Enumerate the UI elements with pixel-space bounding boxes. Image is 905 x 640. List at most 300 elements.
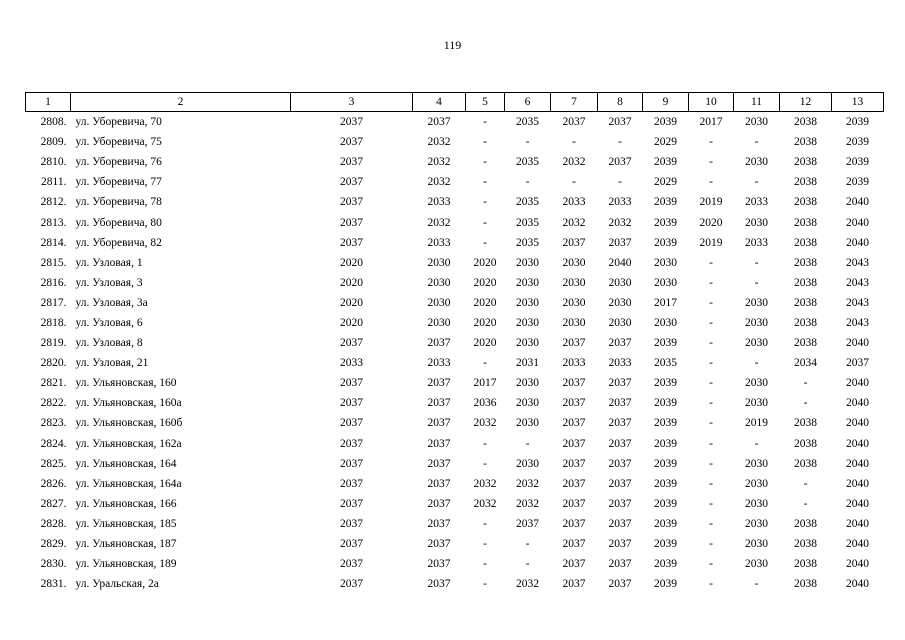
year-cell: 2039 [654, 216, 677, 229]
year-cell: 2037 [340, 216, 363, 229]
year-cell: 2020 [473, 337, 497, 350]
year-cell: - [709, 156, 713, 169]
year-cell: - [803, 477, 808, 490]
table-row [26, 293, 884, 313]
row-number: 2821. [40, 377, 67, 390]
year-cell: 2030 [745, 377, 768, 390]
year-cell: 2036 [473, 397, 497, 410]
year-cell: 2037 [427, 538, 451, 551]
row-number: 2817. [40, 296, 67, 309]
column-header-9: 9 [643, 93, 689, 112]
table-row [26, 393, 884, 413]
year-cell: 2030 [516, 397, 539, 410]
year-cell: 2019 [699, 236, 723, 249]
year-cell: - [618, 176, 622, 189]
year-cell: 2037 [562, 437, 586, 450]
year-cell: 2030 [516, 377, 539, 390]
year-cell: 2040 [846, 397, 869, 410]
address-cell: ул. Уборевича, 82 [75, 236, 162, 249]
year-cell: 2020 [473, 256, 497, 269]
year-cell: 2032 [473, 497, 497, 510]
table-row [26, 112, 884, 133]
year-cell: - [709, 337, 713, 350]
year-cell: 2030 [745, 397, 768, 410]
address-cell: ул. Уборевича, 75 [75, 136, 162, 149]
year-cell: 2035 [654, 357, 677, 370]
year-cell: 2038 [794, 337, 817, 350]
year-cell: - [483, 176, 487, 189]
year-cell: 2037 [340, 236, 363, 249]
year-cell: - [709, 558, 713, 571]
table-row [26, 212, 884, 232]
year-cell: 2039 [654, 417, 677, 430]
year-cell: 2017 [473, 377, 497, 390]
column-header-10: 10 [689, 93, 734, 112]
row-number: 2815. [40, 256, 67, 269]
year-cell: 2037 [427, 578, 451, 591]
year-cell: 2040 [846, 558, 869, 571]
table-row [26, 152, 884, 172]
year-cell: 2037 [340, 578, 363, 591]
year-cell: - [709, 296, 713, 309]
year-cell: 2040 [846, 236, 869, 249]
year-cell: 2040 [846, 477, 869, 490]
year-cell: 2040 [846, 457, 869, 470]
address-cell: ул. Ульяновская, 160б [75, 417, 183, 430]
year-cell: 2037 [340, 397, 363, 410]
year-cell: 2038 [794, 236, 817, 249]
year-cell: 2032 [608, 216, 632, 229]
year-cell: 2033 [427, 236, 451, 249]
year-cell: 2033 [427, 196, 451, 209]
row-number: 2820. [40, 357, 67, 370]
year-cell: 2032 [473, 477, 497, 490]
year-cell: 2030 [654, 276, 677, 289]
year-cell: 2030 [516, 417, 539, 430]
year-cell: - [803, 377, 808, 390]
year-cell: 2032 [427, 216, 451, 229]
year-cell: - [525, 437, 530, 450]
table-row [26, 172, 884, 192]
year-cell: - [754, 256, 759, 269]
year-cell: 2037 [427, 377, 451, 390]
row-number: 2810. [40, 156, 67, 169]
year-cell: 2038 [794, 136, 817, 149]
row-number: 2829. [40, 538, 67, 551]
column-header-4: 4 [413, 93, 466, 112]
year-cell: 2040 [846, 196, 869, 209]
year-cell: 2030 [516, 337, 539, 350]
table-row [26, 534, 884, 554]
year-cell: - [709, 538, 713, 551]
year-cell: - [525, 176, 530, 189]
year-cell: 2039 [654, 397, 677, 410]
year-cell: - [803, 497, 808, 510]
column-header-7: 7 [551, 93, 598, 112]
year-cell: 2039 [654, 437, 677, 450]
year-cell: 2038 [794, 156, 817, 169]
year-cell: 2037 [562, 578, 586, 591]
year-cell: 2030 [516, 276, 539, 289]
year-cell: 2037 [608, 377, 632, 390]
year-cell: 2035 [516, 236, 539, 249]
year-cell: 2040 [846, 377, 869, 390]
year-cell: 2037 [340, 538, 363, 551]
year-cell: 2037 [608, 497, 632, 510]
year-cell: 2033 [340, 357, 363, 370]
year-cell: - [483, 578, 487, 591]
address-cell: ул. Ульяновская, 189 [75, 558, 177, 571]
year-cell: - [483, 517, 487, 530]
year-cell: 2037 [516, 517, 539, 530]
year-cell: 2020 [340, 296, 363, 309]
year-cell: 2039 [846, 176, 869, 189]
year-cell: - [709, 437, 713, 450]
year-cell: 2030 [427, 276, 451, 289]
address-cell: ул. Уборевича, 70 [75, 116, 162, 129]
address-cell: ул. Узловая, 8 [75, 337, 143, 350]
row-number: 2827. [40, 497, 67, 510]
year-cell: 2037 [608, 558, 632, 571]
address-cell: ул. Уборевича, 76 [75, 156, 162, 169]
year-cell: - [709, 316, 713, 329]
year-cell: - [483, 236, 487, 249]
year-cell: 2037 [340, 517, 363, 530]
table-row [26, 233, 884, 253]
table-row [26, 474, 884, 494]
year-cell: 2037 [608, 397, 632, 410]
row-number: 2813. [40, 216, 67, 229]
year-cell: - [483, 538, 487, 551]
year-cell: - [709, 397, 713, 410]
address-cell: ул. Ульяновская, 162а [75, 437, 182, 450]
column-header-12: 12 [780, 93, 832, 112]
year-cell: 2040 [846, 538, 869, 551]
year-cell: - [572, 176, 576, 189]
year-cell: - [803, 397, 808, 410]
year-cell: 2020 [473, 296, 497, 309]
year-cell: 2032 [473, 417, 497, 430]
year-cell: - [709, 377, 713, 390]
row-number: 2818. [40, 316, 67, 329]
year-cell: 2037 [608, 337, 632, 350]
year-cell: 2020 [340, 256, 363, 269]
column-header-5: 5 [466, 93, 505, 112]
year-cell: - [483, 136, 487, 149]
year-cell: 2037 [608, 578, 632, 591]
year-cell: 2019 [699, 196, 723, 209]
year-cell: 2031 [516, 357, 539, 370]
year-cell: 2033 [608, 357, 632, 370]
row-number: 2814. [40, 236, 67, 249]
year-cell: 2037 [608, 517, 632, 530]
year-cell: 2037 [340, 136, 363, 149]
year-cell: - [709, 276, 713, 289]
year-cell: 2038 [794, 517, 817, 530]
year-cell: 2038 [794, 276, 817, 289]
column-header-1: 1 [26, 93, 71, 112]
year-cell: 2039 [846, 116, 869, 129]
table-body [26, 112, 884, 595]
year-cell: - [483, 116, 487, 129]
year-cell: 2039 [846, 136, 869, 149]
page-number: 119 [443, 38, 462, 52]
column-header-3: 3 [291, 93, 413, 112]
year-cell: 2039 [654, 538, 677, 551]
year-cell: 2032 [427, 136, 451, 149]
year-cell: 2030 [562, 296, 586, 309]
year-cell: 2037 [340, 497, 363, 510]
year-cell: - [709, 477, 713, 490]
year-cell: 2037 [340, 437, 363, 450]
column-header-2: 2 [71, 93, 291, 112]
year-cell: 2032 [516, 497, 539, 510]
year-cell: 2043 [846, 296, 869, 309]
year-cell: 2030 [745, 156, 768, 169]
year-cell: 2030 [562, 256, 586, 269]
year-cell: 2037 [608, 116, 632, 129]
year-cell: 2030 [745, 477, 768, 490]
row-number: 2809. [40, 136, 67, 149]
year-cell: 2033 [427, 357, 451, 370]
year-cell: 2030 [427, 296, 451, 309]
year-cell: 2038 [794, 457, 817, 470]
address-cell: ул. Ульяновская, 164 [75, 457, 177, 470]
year-cell: 2033 [608, 196, 632, 209]
year-cell: 2037 [562, 397, 586, 410]
year-cell: 2037 [427, 116, 451, 129]
address-cell: ул. Узловая, 21 [75, 357, 149, 370]
year-cell: 2037 [608, 156, 632, 169]
year-cell: 2037 [562, 377, 586, 390]
address-cell: ул. Ульяновская, 164а [75, 477, 182, 490]
year-cell: - [754, 276, 759, 289]
row-number: 2819. [40, 337, 67, 350]
address-cell: ул. Уборевича, 80 [75, 216, 162, 229]
year-cell: 2030 [516, 256, 539, 269]
year-cell: 2038 [794, 558, 817, 571]
year-cell: - [572, 136, 576, 149]
year-cell: 2040 [608, 256, 632, 269]
year-cell: 2030 [745, 497, 768, 510]
year-cell: 2030 [608, 316, 632, 329]
table-row [26, 434, 884, 454]
year-cell: 2039 [654, 196, 677, 209]
year-cell: 2033 [562, 357, 586, 370]
year-cell: 2030 [745, 337, 768, 350]
year-cell: 2030 [427, 256, 451, 269]
year-cell: - [754, 357, 759, 370]
year-cell: 2029 [654, 176, 677, 189]
year-cell: - [754, 176, 759, 189]
year-cell: 2030 [516, 296, 539, 309]
year-cell: 2030 [562, 316, 586, 329]
year-cell: 2038 [794, 216, 817, 229]
year-cell: 2037 [427, 477, 451, 490]
year-cell: 2037 [562, 477, 586, 490]
address-cell: ул. Узловая, 3 [75, 276, 143, 289]
table-row [26, 554, 884, 574]
year-cell: 2037 [562, 517, 586, 530]
year-cell: 2030 [654, 316, 677, 329]
year-cell: - [525, 558, 530, 571]
year-cell: 2039 [654, 156, 677, 169]
table-row [26, 353, 884, 373]
year-cell: 2037 [427, 457, 451, 470]
year-cell: 2033 [745, 196, 768, 209]
year-cell: 2030 [427, 316, 451, 329]
year-cell: 2037 [340, 156, 363, 169]
table-row [26, 574, 884, 594]
year-cell: - [709, 256, 713, 269]
year-cell: 2037 [427, 497, 451, 510]
year-cell: 2040 [846, 337, 869, 350]
table-row [26, 273, 884, 293]
year-cell: 2039 [654, 558, 677, 571]
year-cell: - [709, 357, 713, 370]
year-cell: 2039 [654, 377, 677, 390]
year-cell: 2038 [794, 538, 817, 551]
year-cell: 2017 [654, 296, 677, 309]
row-number: 2808. [40, 116, 67, 129]
year-cell: 2037 [340, 337, 363, 350]
address-cell: ул. Уборевича, 78 [75, 196, 162, 209]
year-cell: 2037 [340, 457, 363, 470]
data-table [25, 92, 884, 594]
year-cell: 2030 [745, 457, 768, 470]
year-cell: 2040 [846, 437, 869, 450]
year-cell: 2037 [562, 457, 586, 470]
year-cell: 2038 [794, 116, 817, 129]
address-cell: ул. Ульяновская, 187 [75, 538, 177, 551]
table-row [26, 333, 884, 353]
table-row [26, 514, 884, 534]
year-cell: 2037 [427, 517, 451, 530]
year-cell: 2037 [562, 558, 586, 571]
row-number: 2826. [40, 477, 67, 490]
row-number: 2823. [40, 417, 67, 430]
year-cell: 2033 [745, 236, 768, 249]
year-cell: 2043 [846, 256, 869, 269]
table-row [26, 373, 884, 393]
year-cell: 2019 [745, 417, 768, 430]
year-cell: 2038 [794, 417, 817, 430]
year-cell: 2039 [654, 477, 677, 490]
year-cell: 2030 [516, 457, 539, 470]
row-number: 2825. [40, 457, 67, 470]
year-cell: 2035 [516, 116, 539, 129]
year-cell: 2037 [340, 417, 363, 430]
row-number: 2831. [40, 578, 67, 591]
year-cell: 2038 [794, 176, 817, 189]
year-cell: 2037 [562, 417, 586, 430]
year-cell: 2037 [562, 538, 586, 551]
table-row [26, 454, 884, 474]
address-cell: ул. Узловая, 6 [75, 316, 143, 329]
row-number: 2811. [41, 176, 67, 189]
year-cell: - [754, 136, 759, 149]
row-number: 2816. [40, 276, 67, 289]
year-cell: 2037 [608, 236, 632, 249]
year-cell: 2032 [562, 156, 586, 169]
year-cell: 2033 [562, 196, 586, 209]
year-cell: 2037 [562, 497, 586, 510]
column-header-6: 6 [505, 93, 551, 112]
year-cell: 2020 [340, 316, 363, 329]
year-cell: 2030 [745, 316, 768, 329]
year-cell: 2037 [427, 558, 451, 571]
year-cell: 2020 [473, 276, 497, 289]
year-cell: 2038 [794, 296, 817, 309]
year-cell: 2040 [846, 578, 869, 591]
year-cell: 2037 [427, 337, 451, 350]
year-cell: 2037 [340, 477, 363, 490]
year-cell: 2043 [846, 276, 869, 289]
address-cell: ул. Узловая, 3а [75, 296, 148, 309]
year-cell: 2043 [846, 316, 869, 329]
year-cell: 2020 [340, 276, 363, 289]
year-cell: - [754, 578, 759, 591]
year-cell: 2030 [745, 517, 768, 530]
year-cell: 2030 [745, 296, 768, 309]
year-cell: 2038 [794, 316, 817, 329]
year-cell: 2040 [846, 497, 869, 510]
year-cell: - [709, 578, 713, 591]
year-cell: 2037 [608, 538, 632, 551]
year-cell: 2039 [654, 497, 677, 510]
year-cell: 2037 [427, 417, 451, 430]
year-cell: 2037 [340, 116, 363, 129]
year-cell: 2037 [427, 437, 451, 450]
year-cell: - [483, 156, 487, 169]
year-cell: 2030 [608, 276, 632, 289]
year-cell: - [483, 196, 487, 209]
year-cell: 2030 [608, 296, 632, 309]
year-cell: 2030 [745, 538, 768, 551]
year-cell: 2037 [562, 236, 586, 249]
year-cell: 2035 [516, 216, 539, 229]
year-cell: 2040 [846, 417, 869, 430]
year-cell: 2039 [654, 457, 677, 470]
year-cell: 2039 [654, 116, 677, 129]
table-row [26, 313, 884, 333]
column-header-13: 13 [832, 93, 884, 112]
year-cell: - [483, 216, 487, 229]
table-row [26, 413, 884, 433]
year-cell: 2032 [427, 176, 451, 189]
year-cell: 2037 [846, 357, 869, 370]
address-cell: ул. Уральская, 2а [75, 578, 159, 591]
year-cell: - [754, 437, 759, 450]
year-cell: 2040 [846, 216, 869, 229]
table-row [26, 132, 884, 152]
table-row [26, 192, 884, 212]
year-cell: 2035 [516, 156, 539, 169]
year-cell: 2034 [794, 357, 817, 370]
address-cell: ул. Ульяновская, 185 [75, 517, 177, 530]
year-cell: 2039 [654, 578, 677, 591]
table-row [26, 253, 884, 273]
year-cell: 2037 [427, 397, 451, 410]
row-number: 2824. [40, 437, 67, 450]
year-cell: 2039 [654, 517, 677, 530]
year-cell: 2032 [516, 578, 539, 591]
year-cell: 2030 [654, 256, 677, 269]
year-cell: - [709, 457, 713, 470]
year-cell: 2038 [794, 437, 817, 450]
table-row [26, 494, 884, 514]
year-cell: 2038 [794, 256, 817, 269]
